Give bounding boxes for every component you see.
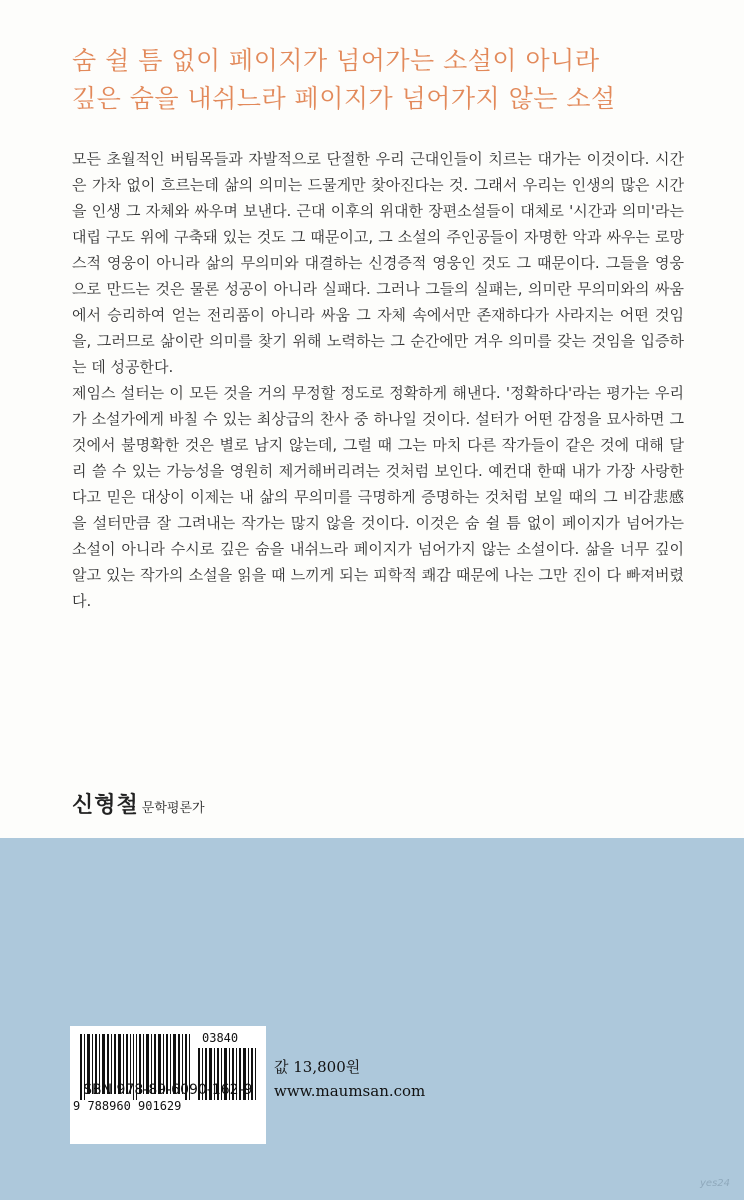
price-label: 값 13,800원 xyxy=(274,1058,361,1076)
review-text xyxy=(72,146,684,614)
reviewer-role: 문학평론가 xyxy=(141,801,205,816)
headline-line-1: 숨 쉴 틈 없이 페이지가 넘어가는 소설이 아니라 xyxy=(72,46,600,75)
barcode-ean: 9 788960 901629 xyxy=(73,1099,182,1113)
headline-line-2: 깊은 숨을 내쉬느라 페이지가 넘어가지 않는 소설 xyxy=(72,84,616,113)
review-paragraph-2: 제임스 설터는 이 모든 것을 거의 무정할 정도로 정확하게 해낸다. '정확하다'라는 평가는 우리가 소설가에게 바칠 수 있는 최상급의 찬사 중 하나일 것이다. 설터가 어떤 감정을 묘사하면 그것에서 불명확한 것은 별로 남지 않는데, 그럴 때 그는 마치 다른 작가들이 같은 것에 대해 달리 쓸 수 있는 가능성을 영원히 제거해버리려는 것처럼 보인다. 예컨대 한때 내가 가장 사랑한다고 믿은 대상이 이제는 내 삶의 무의미를 극명하게 증명하는 것처럼 보일 때의 그 비감悲感을 설터만큼 잘 그려내는 작가는 많지 않을 것이다. 이것은 숨 쉴 틈 없이 페이지가 넘어가는 소설이 아니라 수시로 깊은 숨을 내쉬느라 페이지가 넘어가지 않는 소설이다. 삶을 너무 깊이 알고 있는 작가의 소설을 읽을 때 느끼게 되는 피학적 쾌감 때문에 나는 그만 진이 다 빠져버렸다. xyxy=(72,384,684,610)
barcode-addon: 03840 xyxy=(202,1031,239,1045)
headline xyxy=(72,42,692,118)
reviewer-name: 신형철 xyxy=(72,793,139,818)
reviewer-signature xyxy=(72,788,205,819)
publisher-website: www.maumsan.com xyxy=(274,1082,426,1100)
isbn-label: ISBN 978-89-6090-162-9 xyxy=(79,1082,253,1098)
watermark: yes24 xyxy=(700,1178,731,1189)
back-cover-bottom xyxy=(0,838,744,1200)
review-paragraph-1: 모든 초월적인 버팀목들과 자발적으로 단절한 우리 근대인들이 치르는 대가는 이것이다. 시간은 가차 없이 흐르는데 삶의 의미는 드물게만 찾아진다는 것. 그래서 우리는 인생의 많은 시간을 인생 그 자체와 싸우며 보낸다. 근대 이후의 위대한 장편소설들이 대체로 '시간과 의미'라는 대립 구도 위에 구축돼 있는 것도 그 때문이고, 그 소설의 주인공들이 자명한 악과 싸우는 로망스적 영웅이 아니라 삶의 무의미와 대결하는 신경증적 영웅인 것도 그 때문이다. 그들을 영웅으로 만드는 것은 물론 성공이 아니라 실패다. 그러나 그들의 실패는, 의미란 무의미와의 싸움에서 승리하여 얻는 전리품이 아니라 싸움 그 자체 속에서만 존재하다가 사라지는 어떤 것임을, 그러므로 삶이란 의미를 찾기 위해 노력하는 그 순간에만 겨우 의미를 갖는 것임을 입증하는 데 성공한다. xyxy=(72,150,684,376)
